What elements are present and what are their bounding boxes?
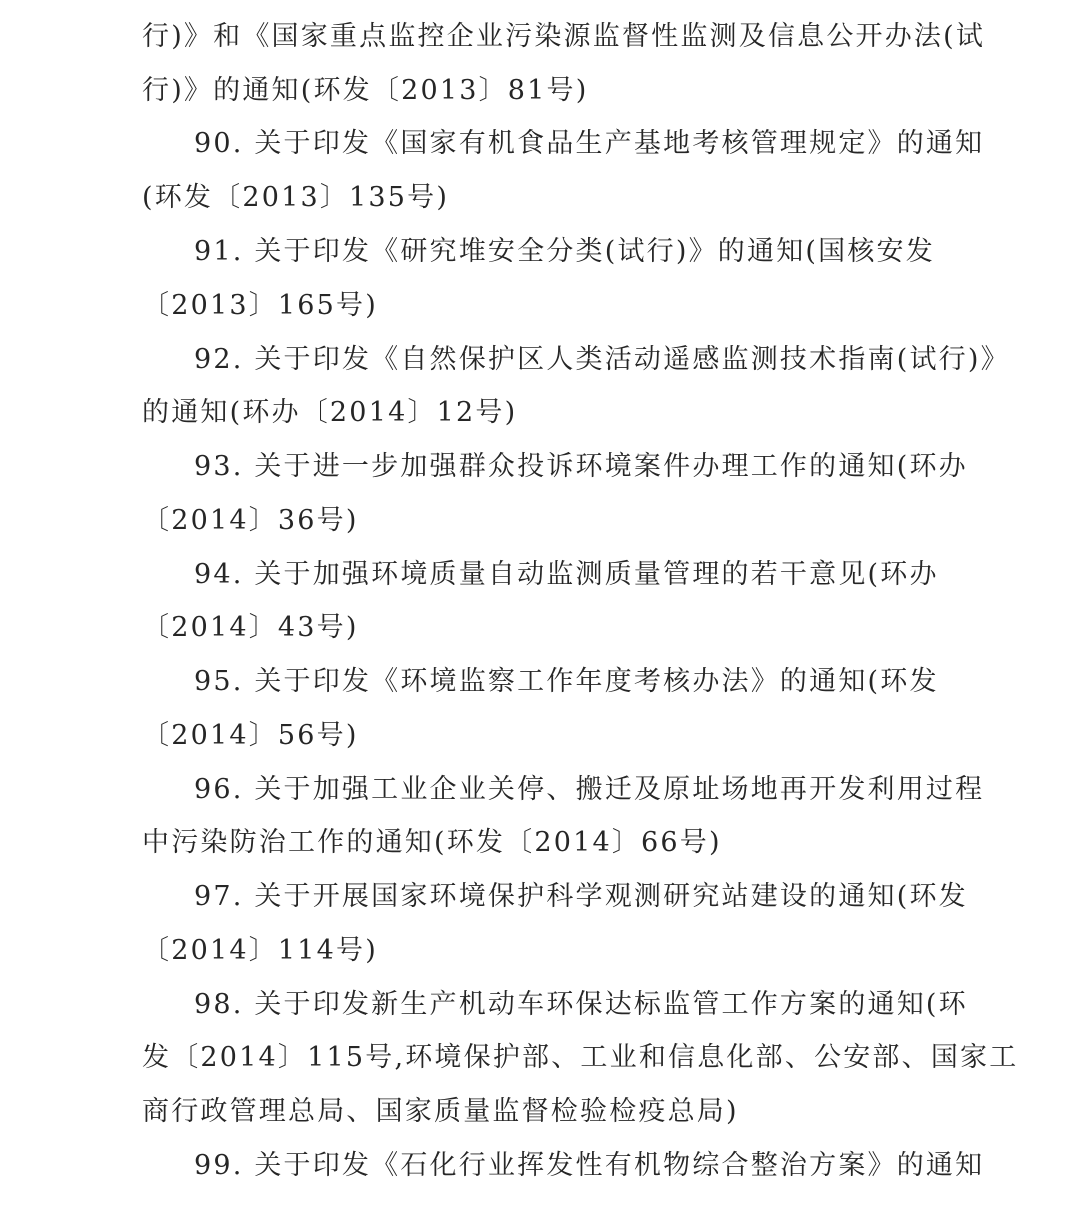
entry-line: 〔2013〕165号) <box>142 290 378 321</box>
entry-line: 90. 关于印发《国家有机食品生产基地考核管理规定》的通知 <box>194 128 985 159</box>
entry-line: 〔2014〕36号) <box>142 505 359 536</box>
entry-line: 97. 关于开展国家环境保护科学观测研究站建设的通知(环发 <box>194 881 968 912</box>
entry-line: 行)》的通知(环发〔2013〕81号) <box>142 75 589 106</box>
entry-line: 94. 关于加强环境质量自动监测质量管理的若干意见(环办 <box>194 559 939 590</box>
entry-line: 中污染防治工作的通知(环发〔2014〕66号) <box>142 827 722 858</box>
entry-line: 96. 关于加强工业企业关停、搬迁及原址场地再开发利用过程 <box>194 774 985 805</box>
entry-line: 95. 关于印发《环境监察工作年度考核办法》的通知(环发 <box>194 666 939 697</box>
entry-line: 发〔2014〕115号,环境保护部、工业和信息化部、公安部、国家工 <box>142 1042 1019 1073</box>
entry-line: (环发〔2013〕135号) <box>142 182 450 213</box>
entry-line: 99. 关于印发《石化行业挥发性有机物综合整治方案》的通知 <box>194 1150 985 1181</box>
entry-line: 的通知(环办〔2014〕12号) <box>142 397 518 428</box>
entry-line: 92. 关于印发《自然保护区人类活动遥感监测技术指南(试行)》 <box>194 344 1010 375</box>
entry-line: 93. 关于进一步加强群众投诉环境案件办理工作的通知(环办 <box>194 451 968 482</box>
entry-line: 商行政管理总局、国家质量监督检验检疫总局) <box>142 1096 739 1127</box>
entry-line: 行)》和《国家重点监控企业污染源监督性监测及信息公开办法(试 <box>142 21 986 52</box>
entry-line: 〔2014〕114号) <box>142 935 378 966</box>
entry-line: 〔2014〕56号) <box>142 720 359 751</box>
document-page <box>142 0 1019 1213</box>
entry-line: 〔2014〕43号) <box>142 612 359 643</box>
entry-line: 91. 关于印发《研究堆安全分类(试行)》的通知(国核安发 <box>194 236 935 267</box>
entry-line: 98. 关于印发新生产机动车环保达标监管工作方案的通知(环 <box>194 989 968 1020</box>
